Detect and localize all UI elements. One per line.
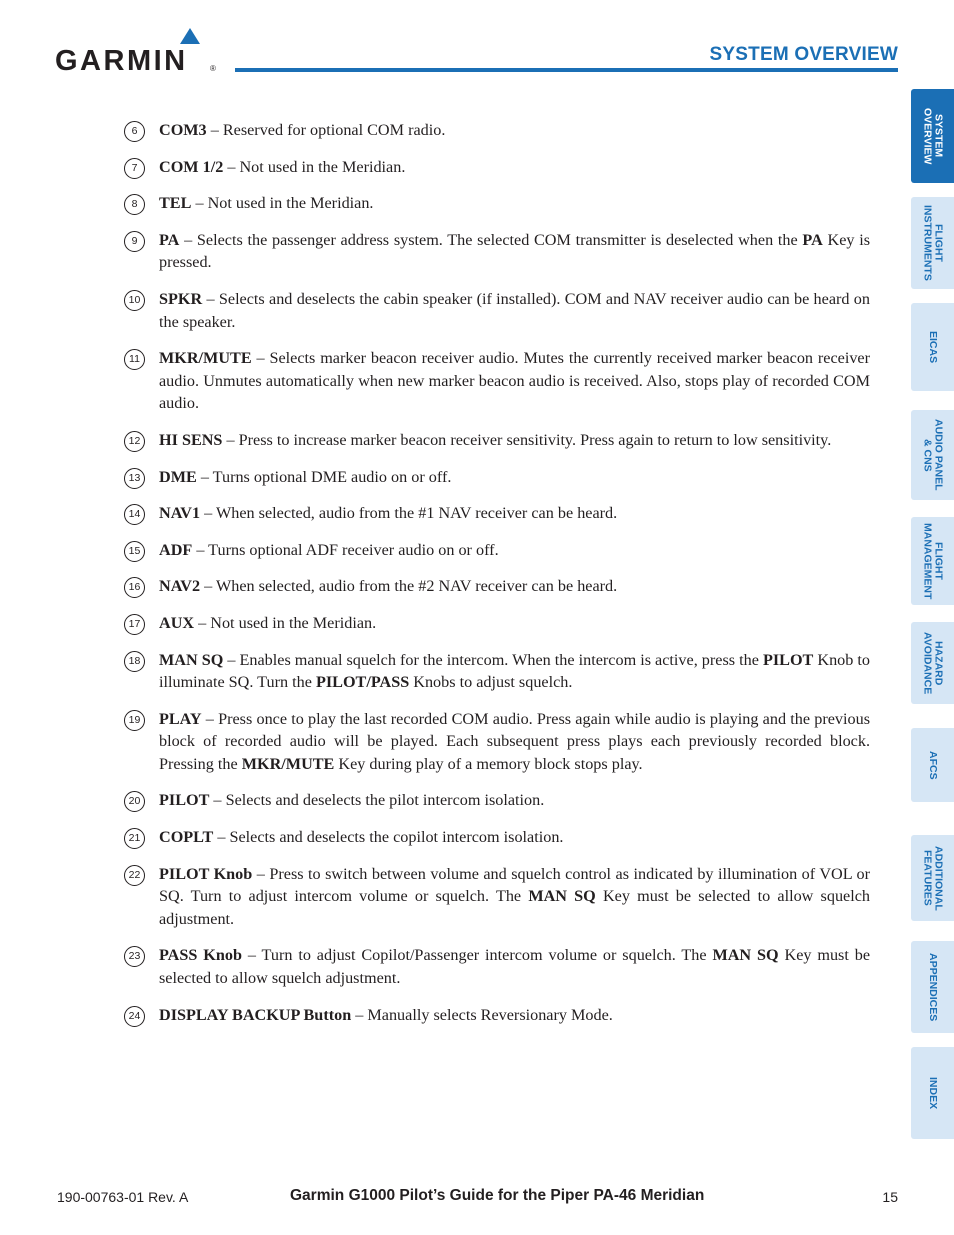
tab-label: APPENDICES xyxy=(927,952,939,1022)
description-text: – Press to switch between volume and squelch control as indicated by illumination of VOL or SQ. Turn to adjust intercom volume or squelch. The xyxy=(159,864,870,906)
description-text: – When selected, audio from the #1 NAV receiver can be heard. xyxy=(200,504,618,523)
callout-number: 19 xyxy=(124,710,145,731)
list-item xyxy=(124,288,870,333)
description-text: Knobs to adjust squelch. xyxy=(409,673,573,692)
list-item xyxy=(124,1004,870,1027)
garmin-wordmark: GARMIN xyxy=(55,45,188,76)
tab-flight-instruments[interactable] xyxy=(911,197,954,289)
callout-number: 11 xyxy=(124,349,145,370)
tab-label: AFCS xyxy=(927,750,939,780)
key-name: PASS Knob xyxy=(159,946,242,965)
description-text: – Turn to adjust Copilot/Passenger intercom volume or squelch. The xyxy=(241,946,713,965)
key-name: HI SENS xyxy=(159,430,223,449)
key-name: NAV1 xyxy=(159,504,201,523)
key-name: PA xyxy=(802,230,823,249)
description-text: Knob to illuminate SQ. Turn the xyxy=(159,650,870,692)
tab-additional-features[interactable] xyxy=(911,835,954,921)
description-text: – Not used in the Meridian. xyxy=(223,157,406,176)
key-description-list xyxy=(124,119,870,1040)
tab-label: FLIGHT INSTRUMENTS xyxy=(921,205,945,281)
callout-number: 9 xyxy=(124,231,145,252)
list-item xyxy=(124,708,870,776)
key-name: COM 1/2 xyxy=(159,157,224,176)
key-name: DISPLAY BACKUP Button xyxy=(159,1005,352,1024)
description-text: Key must be selected to allow squelch adjustment. xyxy=(159,887,870,928)
key-name: MAN SQ xyxy=(159,650,224,669)
list-item xyxy=(124,466,870,489)
key-name: DME xyxy=(159,467,197,486)
list-item xyxy=(124,156,870,179)
callout-number: 23 xyxy=(124,946,145,967)
description-text: – Not used in the Meridian. xyxy=(191,194,374,213)
key-name: PLAY xyxy=(159,709,202,728)
document-title: Garmin G1000 Pilot’s Guide for the Piper PA-46 Meridian xyxy=(290,1187,705,1204)
tab-label: HAZARD AVOIDANCE xyxy=(921,631,945,695)
tab-label: ADDITIONAL FEATURES xyxy=(921,845,945,911)
key-name: MKR/MUTE xyxy=(241,754,335,773)
page-number: 15 xyxy=(882,1189,898,1205)
description-text: – Enables manual squelch for the intercom. When the intercom is active, press the xyxy=(223,650,763,669)
description-text: – Reserved for optional COM radio. xyxy=(206,121,446,139)
list-item xyxy=(124,502,870,525)
callout-number: 21 xyxy=(124,828,145,849)
tab-system-overview[interactable] xyxy=(911,89,954,183)
key-name: PILOT xyxy=(762,650,814,669)
description-text: – Selects and deselects the copilot intercom isolation. xyxy=(213,828,564,847)
section-title: SYSTEM OVERVIEW xyxy=(709,44,898,65)
list-item xyxy=(124,649,870,694)
key-name: PILOT/PASS xyxy=(315,673,410,692)
callout-number: 15 xyxy=(124,541,145,562)
key-name: ADF xyxy=(159,540,193,559)
garmin-logo xyxy=(55,26,220,76)
tab-label: FLIGHT MANAGEMENT xyxy=(921,522,945,600)
tab-hazard-avoidance[interactable] xyxy=(911,622,954,704)
description-text: – Turns optional ADF receiver audio on or off. xyxy=(192,540,499,559)
description-text: – Press once to play the last recorded COM audio. Press again while audio is playing and the previous block of recorded audio will be played. Each subsequent press plays each previously recorded block. Pressing the xyxy=(159,709,870,773)
description-text: – Manually selects Reversionary Mode. xyxy=(351,1005,613,1024)
key-name: PILOT Knob xyxy=(159,864,253,883)
list-item xyxy=(124,575,870,598)
description-text: – Selects and deselects the pilot intercom isolation. xyxy=(209,791,545,810)
list-item xyxy=(124,429,870,452)
list-item xyxy=(124,612,870,635)
description-text: Key must be selected to allow squelch adjustment. xyxy=(159,946,871,988)
description-text: Key during play of a memory block stops play. xyxy=(334,754,643,773)
description-text: Key is pressed. xyxy=(159,230,871,272)
callout-number: 17 xyxy=(124,614,145,635)
tab-index[interactable] xyxy=(911,1047,954,1139)
key-name: PILOT xyxy=(159,791,210,810)
tab-flight-management[interactable] xyxy=(911,517,954,605)
description-text: – Press to increase marker beacon receiver sensitivity. Press again to return to low sensitivity. xyxy=(222,430,832,449)
list-item xyxy=(124,229,870,274)
callout-number: 13 xyxy=(124,468,145,489)
tab-eicas[interactable] xyxy=(911,303,954,391)
description-text: – Selects the passenger address system. The selected COM transmitter is deselected when the xyxy=(179,230,803,249)
callout-number: 6 xyxy=(124,121,145,142)
description-text: – Not used in the Meridian. xyxy=(194,613,377,632)
description-text: – Selects and deselects the cabin speaker (if installed). COM and NAV receiver audio can be heard on the speaker. xyxy=(159,289,870,331)
key-name: MKR/MUTE xyxy=(159,349,252,368)
description-text: – Turns optional DME audio on or off. xyxy=(196,467,452,486)
description-text: – Selects marker beacon receiver audio. Mutes the currently received marker beacon receiver audio. Unmutes automatically when new marker beacon audio is received. Also, stops play of recorded COM audio. xyxy=(159,349,870,413)
list-item xyxy=(124,192,870,215)
callout-number: 12 xyxy=(124,431,145,452)
callout-number: 7 xyxy=(124,158,145,179)
key-name: SPKR xyxy=(159,289,203,308)
callout-number: 16 xyxy=(124,577,145,598)
callout-number: 24 xyxy=(124,1006,145,1027)
key-name: COM3 xyxy=(159,121,207,139)
callout-number: 8 xyxy=(124,194,145,215)
tab-label: INDEX xyxy=(927,1076,939,1110)
tab-audio-panel-cns[interactable] xyxy=(911,410,954,500)
key-name: COPLT xyxy=(159,828,214,847)
list-item xyxy=(124,347,870,415)
list-item xyxy=(124,789,870,812)
callout-number: 10 xyxy=(124,290,145,311)
key-name: MAN SQ xyxy=(528,887,596,906)
callout-number: 20 xyxy=(124,791,145,812)
list-item xyxy=(124,863,870,931)
callout-number: 22 xyxy=(124,865,145,886)
list-item xyxy=(124,826,870,849)
key-name: TEL xyxy=(159,194,192,213)
garmin-logo-mark xyxy=(55,26,220,76)
key-name: PA xyxy=(159,230,180,249)
tab-label: SYSTEM OVERVIEW xyxy=(921,107,945,165)
header-rule xyxy=(235,68,898,72)
tab-afcs[interactable] xyxy=(911,728,954,802)
key-name: NAV2 xyxy=(159,577,201,596)
registered-mark: ® xyxy=(210,64,216,73)
list-item xyxy=(124,539,870,562)
list-item xyxy=(124,119,870,142)
list-item xyxy=(124,944,870,989)
callout-number: 18 xyxy=(124,651,145,672)
key-name: AUX xyxy=(159,613,195,632)
tab-label: EICAS xyxy=(927,330,939,364)
garmin-triangle-icon xyxy=(180,28,200,44)
description-text: – When selected, audio from the #2 NAV receiver can be heard. xyxy=(200,577,618,596)
tab-appendices[interactable] xyxy=(911,941,954,1033)
tab-label: AUDIO PANEL & CNS xyxy=(921,419,945,491)
key-name: MAN SQ xyxy=(712,946,779,965)
callout-number: 14 xyxy=(124,504,145,525)
document-number: 190-00763-01 Rev. A xyxy=(57,1189,189,1205)
